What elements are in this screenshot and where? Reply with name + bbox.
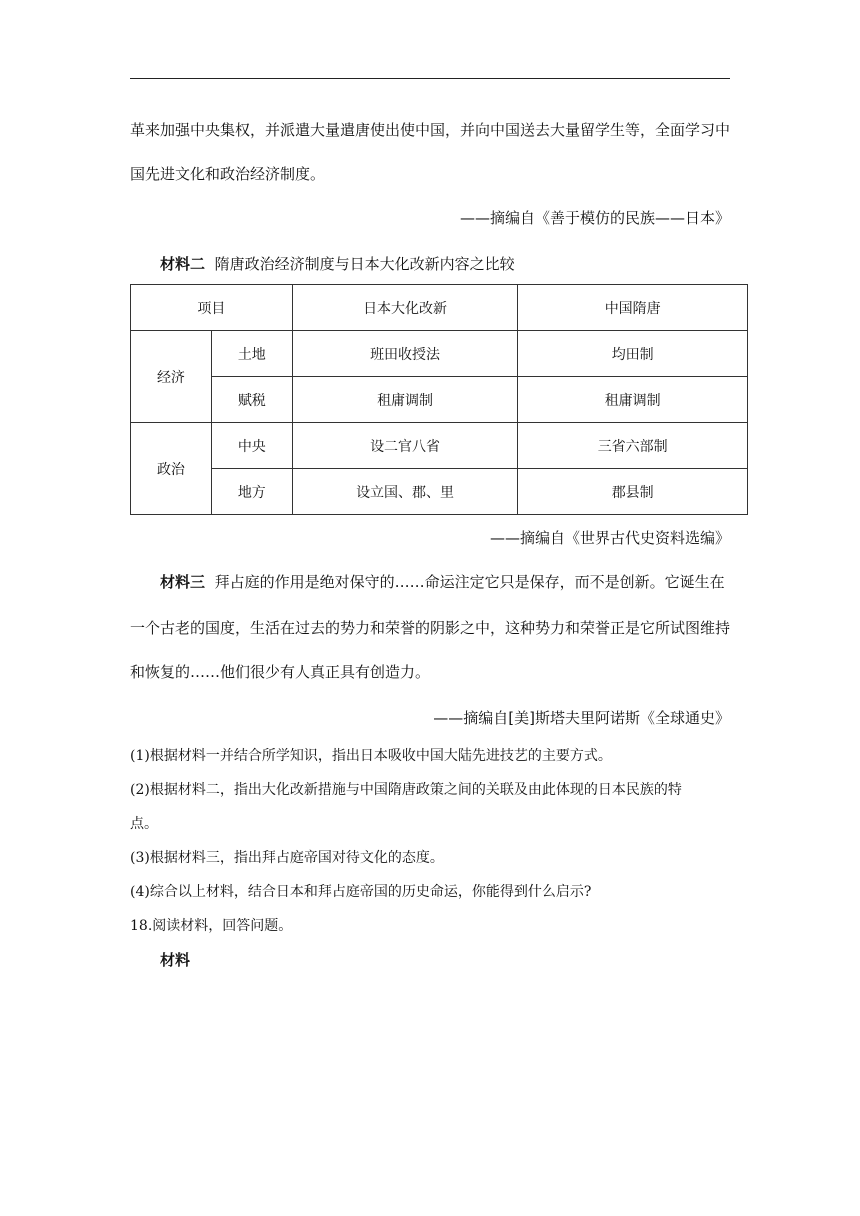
group-economy: 经济 <box>131 331 212 423</box>
question-2-line2: 点。 <box>130 816 158 832</box>
row-item: 地方 <box>211 469 292 515</box>
header-rule <box>130 78 730 79</box>
comparison-table <box>130 284 748 515</box>
row-japan: 租庸调制 <box>292 377 518 423</box>
row-japan: 班田收授法 <box>292 331 518 377</box>
question-18: 18.阅读材料，回答问题。 <box>130 918 293 934</box>
row-china: 三省六部制 <box>518 423 748 469</box>
row-item: 中央 <box>211 423 292 469</box>
row-item: 赋税 <box>211 377 292 423</box>
material-label: 材料 <box>160 951 191 969</box>
table-row <box>131 469 748 515</box>
material2-label: 材料二 <box>160 255 206 273</box>
material3-label: 材料三 <box>160 573 206 591</box>
material1-source: ——摘编自《善于模仿的民族——日本》 <box>459 209 730 227</box>
material1-line2: 国先进文化和政治经济制度。 <box>130 165 326 183</box>
material3-line1 <box>160 572 725 592</box>
header-china: 中国隋唐 <box>518 285 748 331</box>
row-japan: 设立国、郡、里 <box>292 469 518 515</box>
question-2-line1: (2)根据材料二，指出大化改新措施与中国隋唐政策之间的关联及由此体现的日本民族的特 <box>130 782 682 798</box>
group-politics: 政治 <box>131 423 212 515</box>
header-item: 项目 <box>131 285 293 331</box>
table-row <box>131 377 748 423</box>
header-japan: 日本大化改新 <box>292 285 518 331</box>
question-4: (4)综合以上材料，结合日本和拜占庭帝国的历史命运，你能得到什么启示? <box>130 884 592 900</box>
material2-heading <box>160 254 515 274</box>
question-1: (1)根据材料一并结合所学知识，指出日本吸收中国大陆先进技艺的主要方式。 <box>130 748 612 764</box>
material3-line3: 和恢复的……他们很少有人真正具有创造力。 <box>130 663 431 681</box>
material1-line1: 革来加强中央集权，并派遣大量遣唐使出使中国，并向中国送去大量留学生等，全面学习中 <box>130 121 731 139</box>
material2-source: ——摘编自《世界古代史资料选编》 <box>489 529 730 547</box>
question-3: (3)根据材料三，指出拜占庭帝国对待文化的态度。 <box>130 850 444 866</box>
row-china: 均田制 <box>518 331 748 377</box>
material3-source: ——摘编自[美]斯塔夫里阿诺斯《全球通史》 <box>433 709 730 727</box>
material2-title: 隋唐政治经济制度与日本大化改新内容之比较 <box>214 255 515 273</box>
row-japan: 设二官八省 <box>292 423 518 469</box>
material3-text: 拜占庭的作用是绝对保守的……命运注定它只是保存，而不是创新。它诞生在 <box>214 573 725 591</box>
row-item: 土地 <box>211 331 292 377</box>
table-row <box>131 423 748 469</box>
table-header-row <box>131 285 748 331</box>
table-row <box>131 331 748 377</box>
row-china: 租庸调制 <box>518 377 748 423</box>
material3-line2: 一个古老的国度，生活在过去的势力和荣誉的阴影之中，这种势力和荣誉正是它所试图维持 <box>130 619 731 637</box>
row-china: 郡县制 <box>518 469 748 515</box>
